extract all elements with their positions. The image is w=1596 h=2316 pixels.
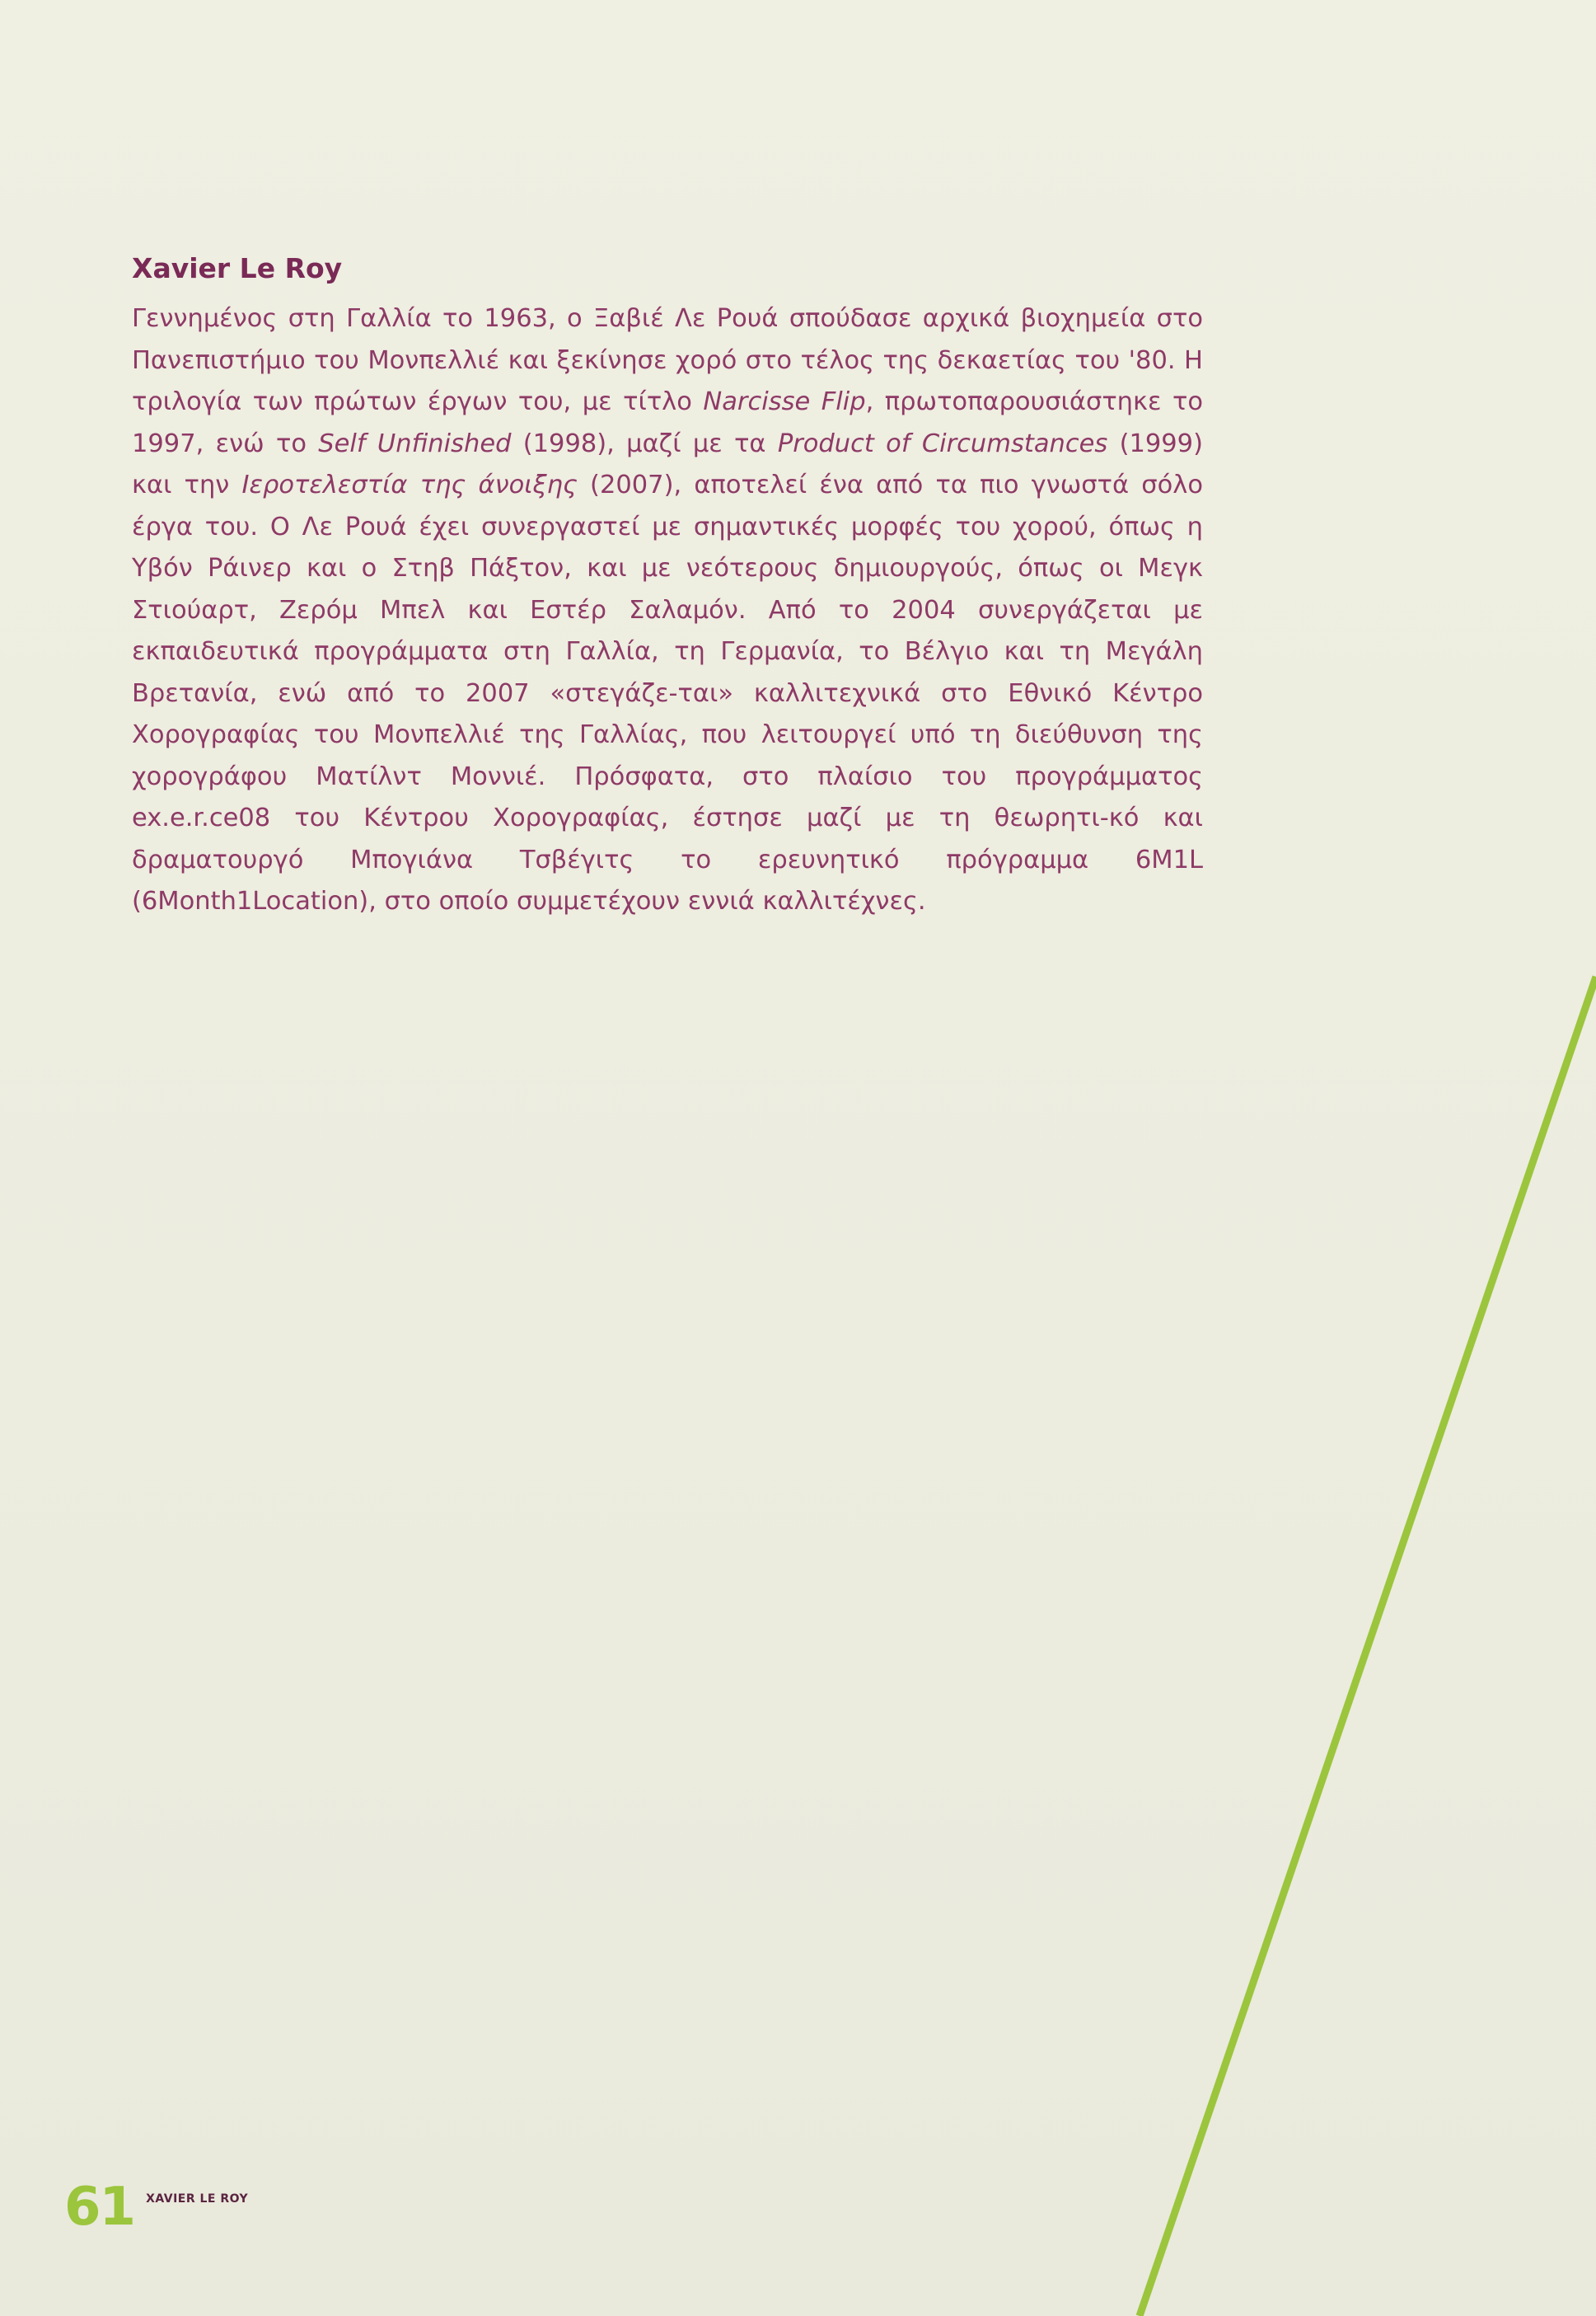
bio-text-segment: Γεννημένος στη Γαλλία το 1963, ο Ξαβιέ Λε Ρουά σπούδασε αρχικά βιοχημεία στο Πανεπιστήμιο του Μονπελλιέ και ξεκίνησε χορό στο τέλος της δεκαετίας του '80. Η τριλογία των πρώτων έργων του, με τίτλο (132, 304, 1203, 416)
bio-text-segment: (1998), μαζί με τα (511, 429, 778, 458)
bio-text-segment: , πρωτοπαρουσιάστηκε το 1997, ενώ το (132, 387, 1204, 458)
work-title-self-unfinished: Self Unfinished (318, 429, 512, 458)
work-title-rite-of-spring: Ιεροτελεστία της άνοιξης (241, 471, 578, 499)
work-title-product-of-circumstances: Product of Circumstances (777, 429, 1108, 458)
biography-section (132, 246, 1203, 923)
bio-text-segment: (1999) και την (132, 429, 1203, 499)
page-number: 61 (64, 2177, 135, 2238)
running-head: XAVIER LE ROY (146, 2192, 249, 2206)
bio-text-segment: (2007), αποτελεί ένα από τα πιο γνωστά σόλο έργα του. Ο Λε Ρουά έχει συνεργαστεί με σημαντικές μορφές του χορού, όπως η Υβόν Ράινερ και ο Στηβ Πάξτον, και με νεότερους δημιουργούς, όπως οι Μεγκ Στιούαρτ, Ζερόμ Μπελ και Εστέρ Σαλαμόν. Από το 2004 συνεργάζεται με εκπαιδευτικά προγράμματα στη Γαλλία, τη Γερμανία, το Βέλγιο και τη Μεγάλη Βρετανία, ενώ από το 2007 «στεγάζε-ται» καλλιτεχνικά στο Εθνικό Κέντρο Χορογραφίας του Μονπελλιέ της Γαλλίας, που λειτουργεί υπό τη διεύθυνση της χορογράφου Ματίλντ Μοννιέ. Πρόσφατα, στο πλαίσιο του προγράμματος ex.e.r.ce08 του Κέντρου Χορογραφίας, έστησε μαζί με τη θεωρητι-κό και δραματουργό Μπογιάνα Τσβέγιτς το ερευνητικό πρόγραμμα 6M1L (6Month1Location), στο οποίο συμμετέχουν εννιά καλλιτέχνες. (132, 471, 1203, 916)
biography-title: Xavier Le Roy (132, 252, 343, 284)
work-title-narcisse-flip: Narcisse Flip (703, 387, 866, 416)
biography-text (132, 298, 1203, 923)
page-footer (64, 2176, 248, 2239)
